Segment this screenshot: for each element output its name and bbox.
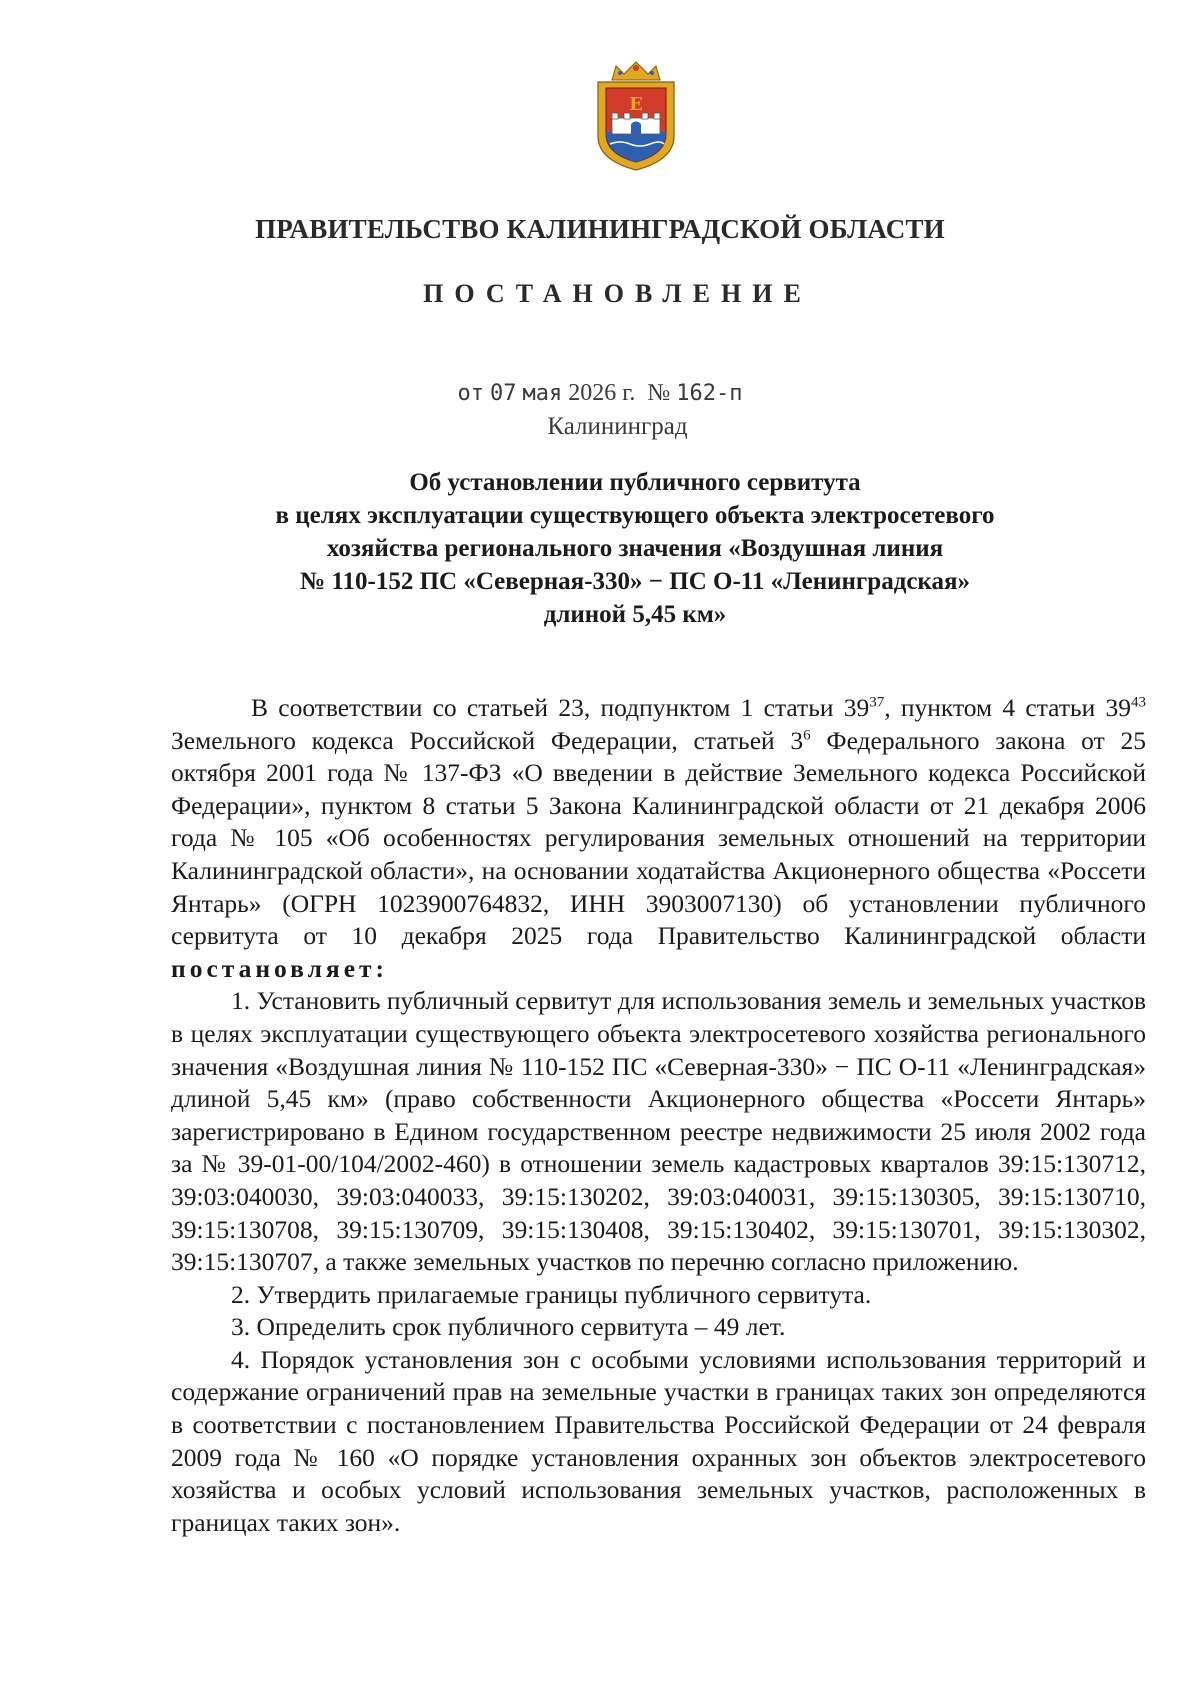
preamble-text: , пунктом 4 статьи 39	[884, 693, 1132, 722]
document-type: ПОСТАНОВЛЕНИЕ	[423, 279, 812, 308]
document-body	[171, 692, 1146, 1539]
document-subject	[200, 466, 1070, 631]
svg-text:Е: Е	[629, 94, 643, 115]
preamble-text: В соответствии со статьей 23, подпунктом 1 статьи 39	[251, 693, 870, 722]
coat-of-arms-icon	[590, 60, 682, 172]
subject-line: Об установлении публичного сервитута	[409, 469, 861, 496]
number-sign: №	[647, 380, 671, 406]
preamble-paragraph	[171, 692, 1146, 985]
subject-line: длиной 5,45 км»	[543, 601, 727, 628]
preamble-text: Земельного кодекса Российской Федерации, статьей 3	[171, 725, 804, 755]
superscript: 43	[1131, 694, 1147, 711]
date-and-number	[0, 380, 1200, 407]
decision-word: постановляет:	[171, 953, 389, 983]
subject-line: № 110-152 ПС «Северная-330» − ПС О-11 «Ленинградская»	[300, 568, 970, 595]
date-year: 2026 г.	[568, 380, 636, 406]
city: Калининград	[547, 413, 688, 440]
government-title: ПРАВИТЕЛЬСТВО КАЛИНИНГРАДСКОЙ ОБЛАСТИ	[255, 214, 945, 244]
superscript: 6	[803, 727, 811, 744]
resolution-item: 2. Утвердить прилагаемые границы публичного сервитута.	[231, 1279, 872, 1309]
resolution-item: 4. Порядок установления зон с особыми условиями использования территорий и содержание ограничений прав на земельные участки в границах таких зон определяются в соответствии с постановлением Правительства Российской Федерации от 24 февраля 2009 года № 160 «О порядке установления охранных зон объектов электросетевого хозяйства и особых условий использования земельных участков, расположенных в границах таких зон».	[171, 1344, 1146, 1537]
superscript: 37	[869, 694, 885, 711]
date-day: 07	[489, 381, 517, 406]
resolution-item: 1. Установить публичный сервитут для использования земель и земельных участков в целях эксплуатации существующего объекта электросетевого хозяйства регионального значения «Воздушная линия № 110-152 ПС «Северная-330» − ПС О-11 «Ленинградская» длиной 5,45 км» (право собственности Акционерного общества «Россети Янтарь» зарегистрировано в Едином государственном реестре недвижимости 25 июля 2002 года за № 39-01-00/104/2002-460) в отношении земель кадастровых кварталов 39:15:130712, 39:03:040030, 39:03:040033, 39:15:130202, 39:03:040031, 39:15:130305, 39:15:130710, 39:15:130708, 39:15:130709, 39:15:130408, 39:15:130402, 39:15:130701, 39:15:130302, 39:15:130707, а также земельных участков по перечню согласно приложению.	[171, 986, 1146, 1277]
subject-line: в целях эксплуатации существующего объекта электросетевого	[275, 502, 995, 529]
document-number: 162-п	[676, 381, 743, 406]
preamble-text: Федерального закона от 25 октября 2001 года № 137-ФЗ «О введении в действие Земельного кодекса Российской Федерации», пунктом 8 статьи 5 Закона Калининградской области от 21 декабря 2006 года № 105 «Об особенностях регулирования земельных отношений на территории Калининградской области», на основании ходатайства Акционерного общества «Россети Янтарь» (ОГРН 1023900764832, ИНН 3903007130) об установлении публичного сервитута от 10 декабря 2025 года Правительство Калининградской области	[171, 725, 1147, 951]
subject-line: хозяйства регионального значения «Воздушная линия	[326, 535, 944, 562]
resolution-item: 3. Определить срок публичного сервитута – 49 лет.	[231, 1312, 786, 1342]
date-month: мая	[522, 381, 563, 406]
date-prefix: от	[457, 381, 484, 406]
